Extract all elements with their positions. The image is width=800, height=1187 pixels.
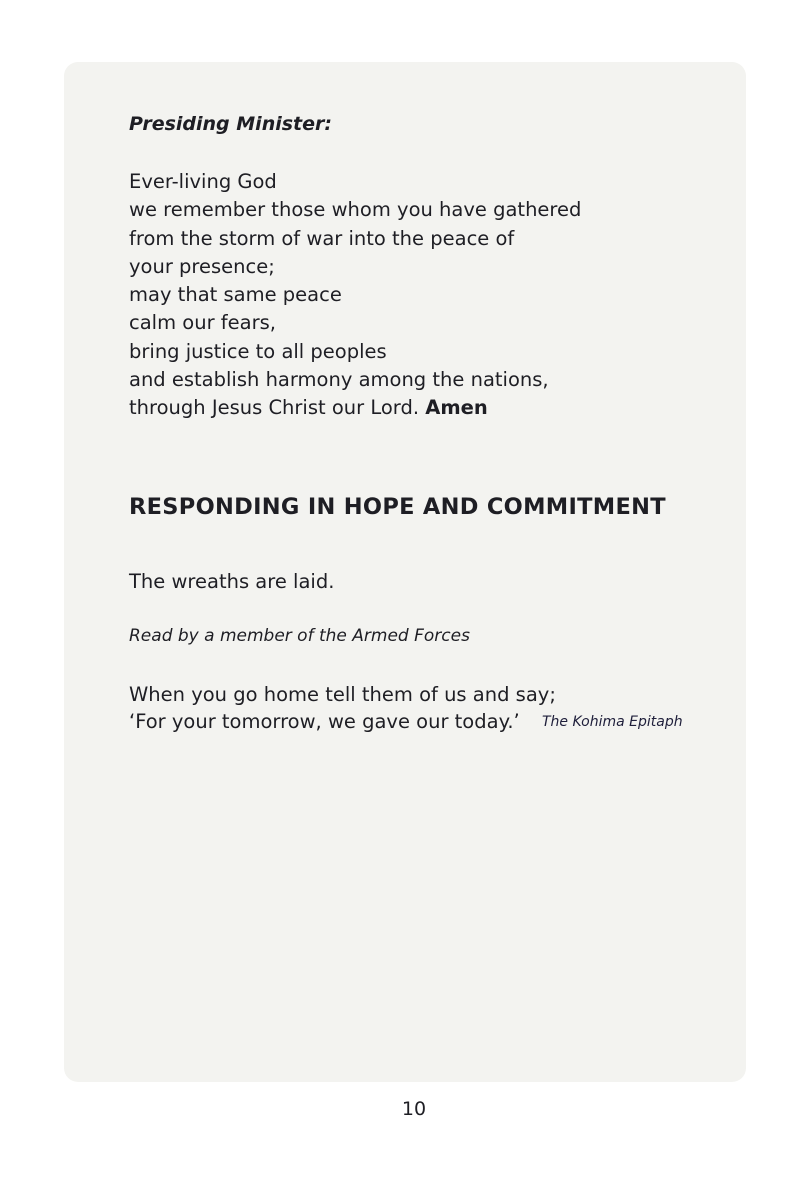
prayer-line: and establish harmony among the nations, [129,368,549,392]
epitaph-line-1: When you go home tell them of us and say; [129,683,556,706]
prayer-line: we remember those whom you have gathered [129,198,582,222]
speaker-label: Presiding Minister: [129,113,332,135]
section-heading: RESPONDING IN HOPE AND COMMITMENT [129,494,666,520]
epitaph-line-2: ‘For your tomorrow, we gave our today.’ [129,710,520,733]
prayer-line: from the storm of war into the peace of [129,226,515,250]
prayer-section [129,110,729,423]
prayer-line: may that same peace [129,283,342,307]
prayer-line: calm our fears, [129,311,276,335]
prayer-final-line [129,394,729,422]
epitaph-attribution: The Kohima Epitaph [542,714,683,730]
wreaths-instruction: The wreaths are laid. [129,570,335,593]
reader-note: Read by a member of the Armed Forces [129,626,470,646]
prayer-line: through Jesus Christ our Lord. [129,396,420,420]
prayer-line: Ever-living God [129,170,277,193]
page-number: 10 [401,1098,427,1120]
prayer-line: bring justice to all peoples [129,339,387,363]
prayer-line: your presence; [129,254,275,278]
prayer-text [129,168,729,423]
amen-response: Amen [425,396,488,420]
